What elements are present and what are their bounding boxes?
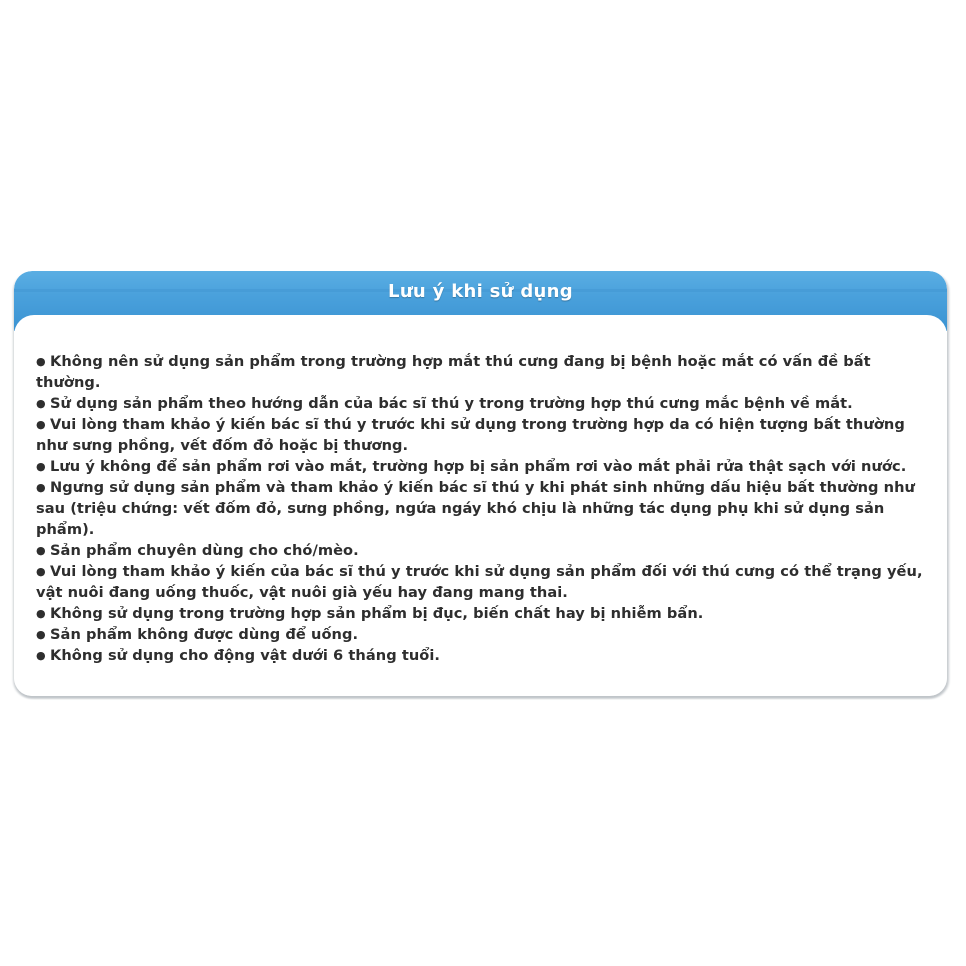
note-item xyxy=(36,540,936,561)
bullet-icon: ● xyxy=(36,565,46,578)
note-text: Vui lòng tham khảo ý kiến của bác sĩ thú y trước khi sử dụng sản phẩm đối với thú cưng có thể trạng yếu, vật nuôi đang uống thuốc, vật nuôi già yếu hay đang mang thai. xyxy=(36,563,923,601)
note-item xyxy=(36,624,936,645)
note-item xyxy=(36,561,936,603)
note-item xyxy=(36,456,936,477)
note-text: Sử dụng sản phẩm theo hướng dẫn của bác sĩ thú y trong trường hợp thú cưng mắc bệnh về mắt. xyxy=(50,395,853,412)
bullet-icon: ● xyxy=(36,460,46,473)
notice-content-panel xyxy=(14,315,947,696)
note-item xyxy=(36,477,936,540)
note-text: Ngưng sử dụng sản phẩm và tham khảo ý kiến bác sĩ thú y khi phát sinh những dấu hiệu bất thường như sau (triệu chứng: vết đốm đỏ, sưng phồng, ngứa ngáy khó chịu là những tác dụng phụ khi sử dụng sản phẩm). xyxy=(36,479,915,538)
note-text: Sản phẩm không được dùng để uống. xyxy=(50,626,359,643)
bullet-icon: ● xyxy=(36,481,46,494)
usage-notice-card xyxy=(14,271,947,696)
bullet-icon: ● xyxy=(36,607,46,620)
note-item xyxy=(36,414,936,456)
notice-title: Lưu ý khi sử dụng xyxy=(388,281,573,302)
note-text: Sản phẩm chuyên dùng cho chó/mèo. xyxy=(50,542,359,559)
bullet-icon: ● xyxy=(36,418,46,431)
note-item xyxy=(36,351,936,393)
note-text: Không sử dụng trong trường hợp sản phẩm bị đục, biến chất hay bị nhiễm bẩn. xyxy=(50,605,704,622)
bullet-icon: ● xyxy=(36,397,46,410)
bullet-icon: ● xyxy=(36,649,46,662)
note-item xyxy=(36,645,936,666)
note-item xyxy=(36,603,936,624)
bullet-icon: ● xyxy=(36,355,46,368)
note-text: Lưu ý không để sản phẩm rơi vào mắt, trường hợp bị sản phẩm rơi vào mắt phải rửa thật sạch với nước. xyxy=(50,458,907,475)
note-item xyxy=(36,393,936,414)
note-text: Vui lòng tham khảo ý kiến bác sĩ thú y trước khi sử dụng trong trường hợp da có hiện tượng bất thường như sưng phồng, vết đốm đỏ hoặc bị thương. xyxy=(36,416,905,454)
bullet-icon: ● xyxy=(36,628,46,641)
notes-list xyxy=(36,351,936,666)
note-text: Không sử dụng cho động vật dưới 6 tháng tuổi. xyxy=(50,647,441,664)
note-text: Không nên sử dụng sản phẩm trong trường hợp mắt thú cưng đang bị bệnh hoặc mắt có vấn đề bất thường. xyxy=(36,353,871,391)
bullet-icon: ● xyxy=(36,544,46,557)
